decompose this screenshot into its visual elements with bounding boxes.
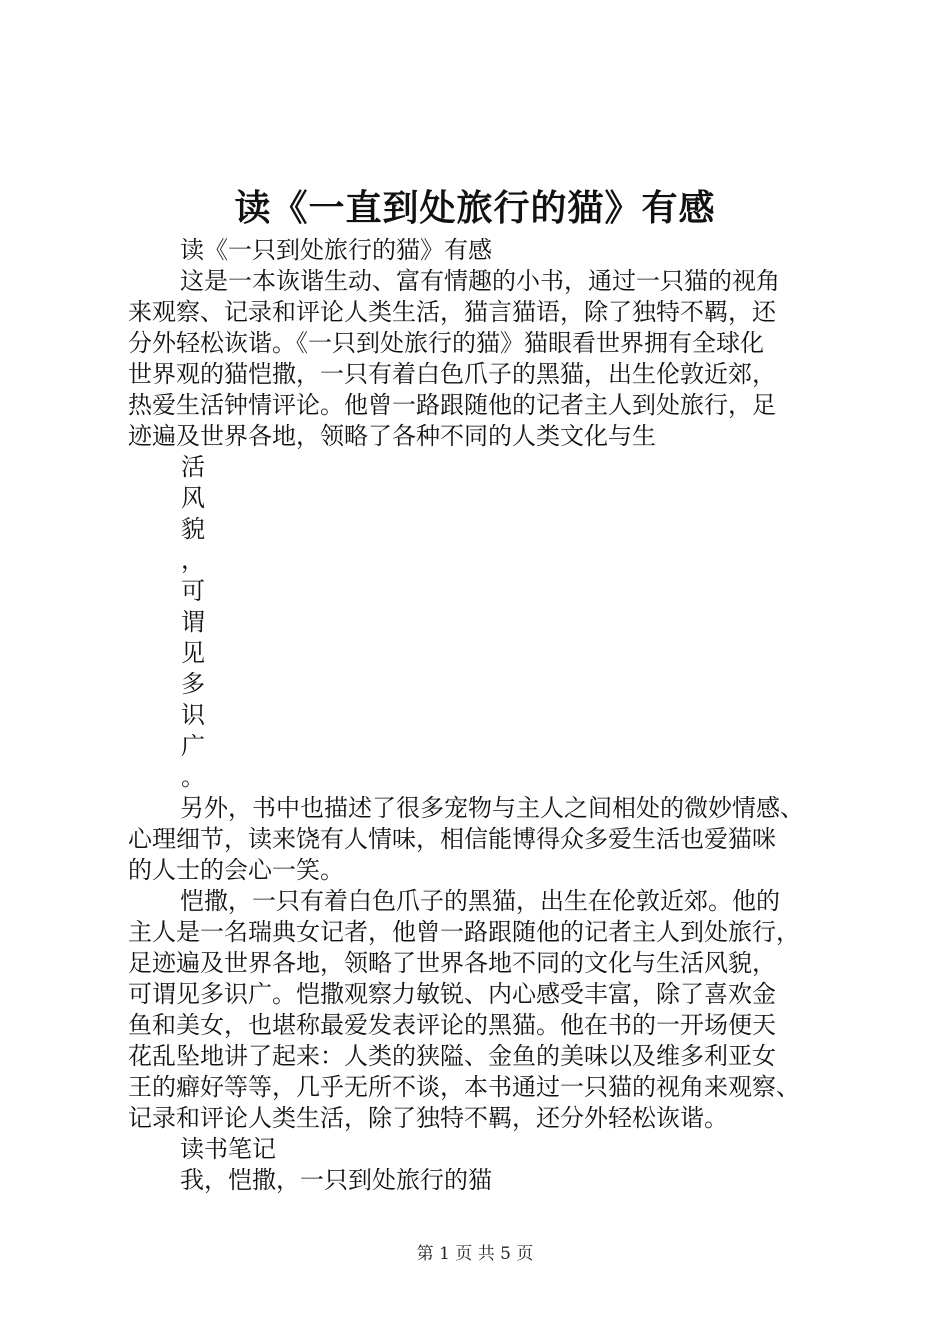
document-body: [128, 235, 833, 1196]
paragraph-line: 的人士的会心一笑。: [128, 856, 344, 884]
vertical-char: 谓: [181, 608, 205, 636]
vertical-char: ，: [181, 546, 205, 574]
vertical-char: 貌: [181, 515, 205, 543]
vertical-char: 广: [181, 732, 205, 760]
paragraph-line: 花乱坠地讲了起来：人类的狭隘、金鱼的美味以及维多利亚女: [128, 1042, 776, 1070]
section-heading: 读书笔记: [180, 1135, 276, 1163]
paragraph-line: 鱼和美女，也堪称最爱发表评论的黑猫。他在书的一开场便天: [128, 1011, 776, 1039]
vertical-char: 活: [181, 453, 205, 481]
paragraph-line: 主人是一名瑞典女记者，他曾一路跟随他的记者主人到处旅行，: [128, 918, 800, 946]
paragraph-line: 分外轻松诙谐。《一只到处旅行的猫》猫眼看世界拥有全球化: [128, 329, 764, 357]
vertical-char: 风: [181, 484, 205, 512]
vertical-char: 。: [181, 763, 205, 791]
paragraph-line: 另外，书中也描述了很多宠物与主人之间相处的微妙情感、: [180, 794, 804, 822]
paragraph-line: 来观察、记录和评论人类生活，猫言猫语，除了独特不羁，还: [128, 298, 776, 326]
vertical-char: 见: [181, 639, 205, 667]
paragraph-line: 我，恺撒，一只到处旅行的猫: [180, 1166, 492, 1194]
paragraph-line: 心理细节，读来饶有人情味，相信能博得众多爱生活也爱猫咪: [128, 825, 776, 853]
page-footer: 第 1 页 共 5 页: [416, 1244, 534, 1264]
paragraph-line: 可谓见多识广。恺撒观察力敏锐、内心感受丰富，除了喜欢金: [128, 980, 776, 1008]
vertical-char: 可: [181, 577, 205, 605]
vertical-char: 识: [181, 701, 205, 729]
paragraph-line: 记录和评论人类生活，除了独特不羁，还分外轻松诙谐。: [128, 1104, 728, 1132]
document-title: 读《一直到处旅行的猫》有感: [234, 187, 716, 229]
paragraph-line: 迹遍及世界各地，领略了各种不同的人类文化与生: [128, 422, 656, 450]
paragraph-line: 王的癖好等等，几乎无所不谈，本书通过一只猫的视角来观察、: [128, 1073, 800, 1101]
subtitle-line: 读《一只到处旅行的猫》有感: [180, 236, 492, 264]
paragraph-line: 热爱生活钟情评论。他曾一路跟随他的记者主人到处旅行，足: [128, 391, 776, 419]
paragraph-line: 足迹遍及世界各地，领略了世界各地不同的文化与生活风貌，: [128, 949, 776, 977]
vertical-char: 多: [181, 670, 205, 698]
paragraph-line: 恺撒，一只有着白色爪子的黑猫，出生在伦敦近郊。他的: [180, 887, 780, 915]
paragraph-line: 这是一本诙谐生动、富有情趣的小书，通过一只猫的视角: [180, 267, 780, 295]
paragraph-line: 世界观的猫恺撒，一只有着白色爪子的黑猫，出生伦敦近郊，: [128, 360, 776, 388]
